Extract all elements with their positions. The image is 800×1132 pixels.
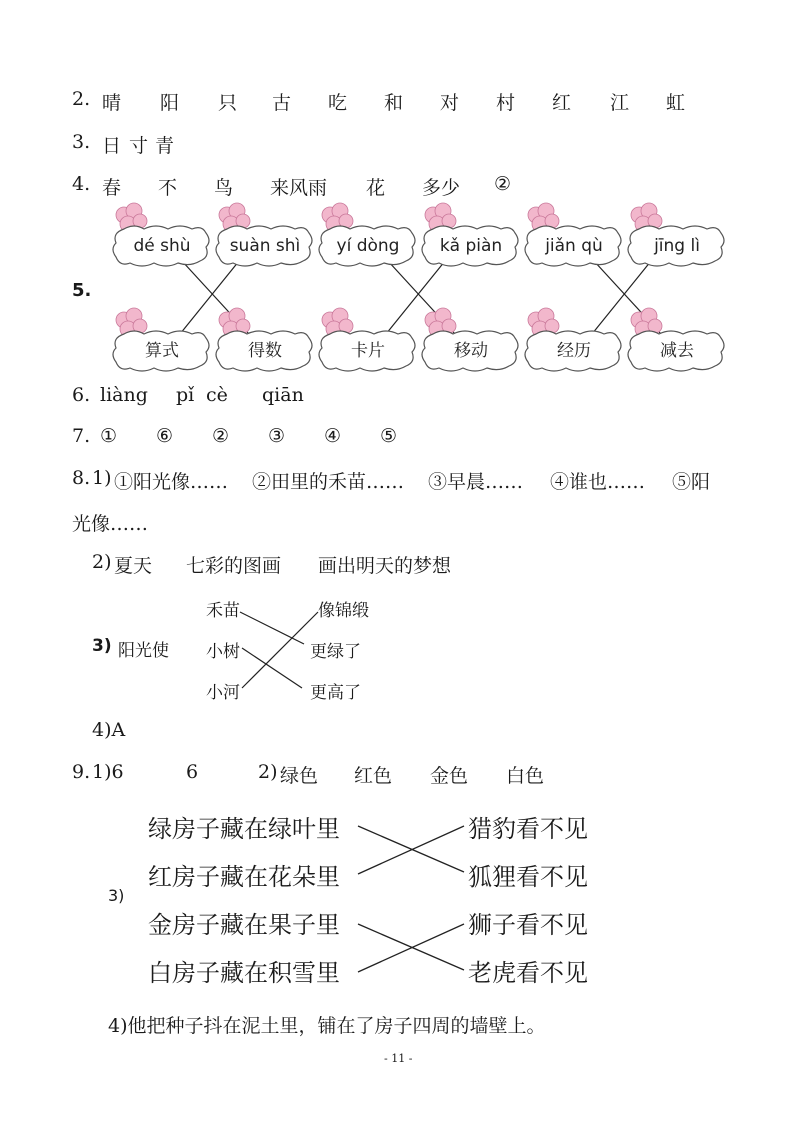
q8-part3-label: 3) <box>92 636 112 656</box>
q2-char: 吃 <box>328 92 348 114</box>
q2-char: 阳 <box>160 92 180 114</box>
cloud-label: dé shù <box>133 236 191 256</box>
q9-part2-item: 白色 <box>506 765 545 787</box>
q8-part1-item: ①阳光像…… <box>114 471 229 493</box>
cloud-label: 卡片 <box>351 341 385 361</box>
cloud-label: suàn shì <box>229 236 301 256</box>
q4-item: 不 <box>158 177 178 199</box>
q2-char: 晴 <box>102 92 122 114</box>
cloud-label: 移动 <box>454 341 488 361</box>
q4-item: 来风雨 <box>270 177 328 199</box>
page-number: - 11 - <box>384 1052 413 1065</box>
q8-part1-item: ④谁也…… <box>550 471 646 493</box>
q2-number: 2. <box>72 88 91 110</box>
cloud-label: kǎ piàn <box>439 236 503 256</box>
q9-part2-label: 2) <box>258 761 278 783</box>
q7-item: ① <box>100 425 118 447</box>
q2-char: 只 <box>218 92 238 114</box>
q9-part3-left-item: 金房子藏在果子里 <box>148 911 340 939</box>
q9-part4: 4)他把种子抖在泥土里，铺在了房子四周的墙壁上。 <box>108 1015 546 1037</box>
cloud-label: jīng lì <box>654 236 700 256</box>
q9-part3-label: 3) <box>108 886 125 905</box>
q4-item: ② <box>494 173 512 195</box>
q9-part1: 1)6 <box>92 761 124 783</box>
q4-item: 多少 <box>422 177 461 199</box>
cloud-label: yí dòng <box>336 236 400 256</box>
q8-part3-left-item: 禾苗 <box>206 601 240 621</box>
q2-char: 虹 <box>666 92 686 114</box>
q2-char: 江 <box>610 92 630 114</box>
q2-char: 村 <box>496 92 516 114</box>
q7-item: ⑥ <box>156 425 174 447</box>
q8-part1-item: ③早晨…… <box>428 471 524 493</box>
q8-part1-item: ⑤阳 <box>672 471 711 493</box>
q8-part2-item: 画出明天的梦想 <box>318 555 452 577</box>
q9-part1-b: 6 <box>186 761 199 783</box>
q8-part1-label: 1) <box>92 467 112 489</box>
q9-number: 9. <box>72 761 91 783</box>
q7-item: ③ <box>268 425 286 447</box>
q9-part3-right-item: 猎豹看不见 <box>468 815 588 843</box>
cloud-label: 减去 <box>660 341 694 361</box>
q3-char: 日 <box>102 135 122 157</box>
q8-part3-left-item: 小河 <box>206 683 240 703</box>
q3-char: 青 <box>155 135 175 157</box>
q4-item: 春 <box>102 177 122 199</box>
q4-item: 花 <box>366 177 386 199</box>
q5-number: 5. <box>72 280 92 301</box>
cloud-label: 算式 <box>145 341 179 361</box>
q8-part2-item: 夏天 <box>114 555 153 577</box>
cloud-label: 得数 <box>248 341 282 361</box>
q8-number: 8. <box>72 467 91 489</box>
q2-char: 对 <box>440 92 460 114</box>
q8-part3-left-item: 小树 <box>206 642 240 662</box>
q8-part2-label: 2) <box>92 551 112 573</box>
q2-char: 古 <box>272 92 292 114</box>
q2-char: 和 <box>384 92 404 114</box>
q7-item: ④ <box>324 425 342 447</box>
q7-item: ② <box>212 425 230 447</box>
q7-item: ⑤ <box>380 425 398 447</box>
q8-part3-right-item: 更高了 <box>310 683 361 703</box>
q9-part3-right-item: 狐狸看不见 <box>468 863 588 891</box>
q9-part2-item: 绿色 <box>280 765 319 787</box>
q8-part3-right-item: 像锦缎 <box>318 601 369 621</box>
q9-part3-left-item: 绿房子藏在绿叶里 <box>148 815 340 843</box>
q7-number: 7. <box>72 425 91 447</box>
q9-part3-right-item: 狮子看不见 <box>468 911 588 939</box>
q8-part1-item: ②田里的禾苗…… <box>252 471 405 493</box>
q6-item: pǐ <box>176 384 195 406</box>
q4-number: 4. <box>72 173 91 195</box>
q4-item: 鸟 <box>214 177 234 199</box>
q8-part1-continuation: 光像…… <box>72 513 149 535</box>
cloud-label: 经历 <box>557 341 591 361</box>
q9-part3-right-item: 老虎看不见 <box>468 959 588 987</box>
q6-item: qiān <box>262 384 304 406</box>
q8-part3-right-item: 更绿了 <box>310 642 361 662</box>
q9-part3-left-item: 白房子藏在积雪里 <box>148 959 340 987</box>
q9-part3-left-item: 红房子藏在花朵里 <box>148 863 340 891</box>
q9-part2-item: 红色 <box>354 765 393 787</box>
q6-item: cè <box>206 384 228 406</box>
q6-item: liàng <box>100 384 148 406</box>
q3-char: 寸 <box>129 135 149 157</box>
q3-number: 3. <box>72 131 91 153</box>
q2-char: 红 <box>552 92 572 114</box>
q8-part3-subject: 阳光使 <box>118 641 169 661</box>
q8-part4: 4)A <box>92 719 126 741</box>
q6-number: 6. <box>72 384 91 406</box>
cloud-label: jiǎn qù <box>545 236 603 256</box>
q8-part2-item: 七彩的图画 <box>186 555 282 577</box>
q9-part2-item: 金色 <box>430 765 469 787</box>
